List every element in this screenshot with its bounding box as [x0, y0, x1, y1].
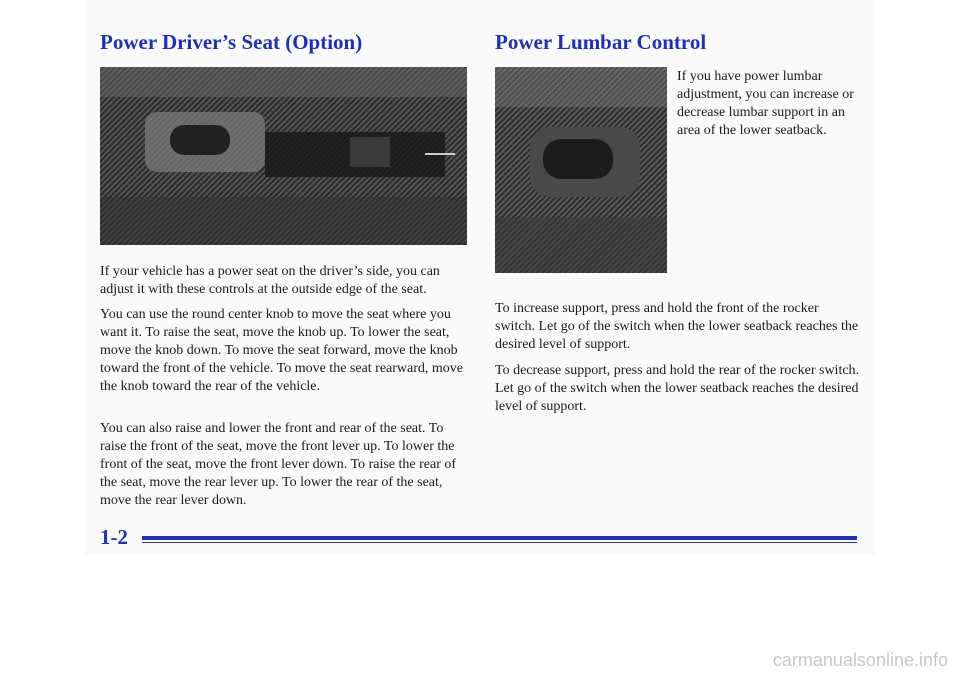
power-seat-heading: Power Driver’s Seat (Option) — [100, 30, 363, 54]
page-number: 1-2 — [100, 525, 128, 549]
lumbar-control-heading: Power Lumbar Control — [495, 30, 707, 54]
lumbar-intro-paragraph: If you have power lumbar adjustment, you can increase or decrease lumbar support in an area of the lower seatback. — [677, 69, 854, 138]
power-seat-paragraph-1: If your vehicle has a power seat on the driver’s side, you can adjust it with these controls at the outside edge of the seat. — [100, 264, 440, 297]
power-seat-paragraph-3: You can also raise and lower the front and rear of the seat. To raise the front of the seat, move the front lever up. To lower the front of the seat, move the front lever down. To raise the rear of the seat, move the rear lever up. To lower the rear of the seat, move the rear lever down. — [100, 421, 457, 508]
lumbar-increase-paragraph: To increase support, press and hold the front of the rocker switch. Let go of the switch when the lower seatback reaches the desired level of support. — [495, 301, 859, 352]
footer-rule — [142, 536, 857, 540]
lumbar-decrease-paragraph: To decrease support, press and hold the rear of the rocker switch. Let go of the switch when the lower seatback reaches the desired level of support. — [495, 363, 860, 414]
power-seat-paragraph-2: You can use the round center knob to move the seat where you want it. To raise the seat, move the knob up. To lower the seat, move the knob down. To move the seat forward, move the knob toward the front of the vehicle. To move the seat rearward, move the knob toward the rear of the vehicle. — [100, 307, 464, 394]
power-seat-controls-photo — [100, 67, 467, 245]
lumbar-switch-photo — [495, 67, 667, 273]
footer-rule-thin — [142, 542, 857, 543]
watermark-text: carmanualsonline.info — [772, 650, 948, 670]
